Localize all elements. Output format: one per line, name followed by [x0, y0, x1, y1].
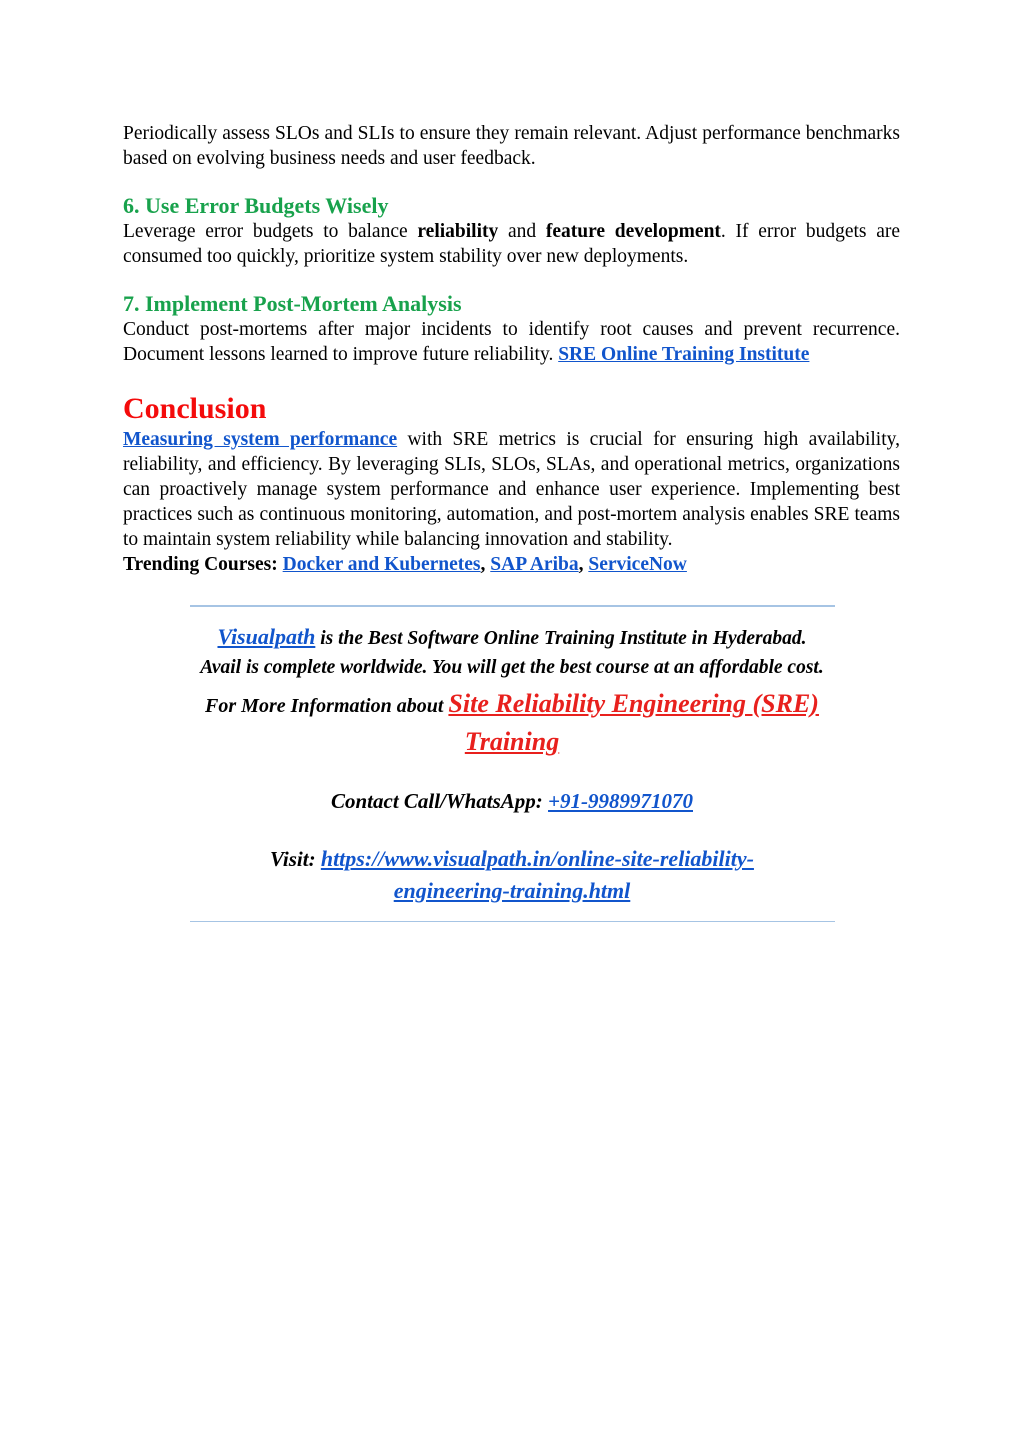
heading-use-error-budgets: 6. Use Error Budgets Wisely [123, 193, 389, 218]
footer-contact-line [167, 788, 857, 814]
heading-post-mortem-analysis: 7. Implement Post-Mortem Analysis [123, 291, 462, 316]
url-line1: https://www.visualpath.in/online-site-reliability- [320, 846, 754, 871]
link-docker-and-kubernetes[interactable]: Docker and Kubernetes [282, 554, 481, 575]
paragraph-post-mortems [123, 317, 900, 367]
footer-text: is the Best Software Online Training Institute in Hyderabad. [315, 628, 807, 649]
trending-courses-line [123, 552, 900, 577]
footer-line-worldwide: Avail is complete worldwide. You will get the best course at an affordable cost. [200, 657, 824, 678]
divider-top [190, 605, 835, 607]
footer-block [167, 624, 857, 907]
paragraph-error-budgets [123, 219, 900, 269]
link-visualpath[interactable]: Visualpath [217, 624, 316, 649]
visit-label: Visit: [270, 847, 321, 871]
paragraph-text: Conduct post-mortems after major incidents to identify root causes and prevent recurrence. Document lessons learned to improve future reliability. [123, 319, 900, 365]
footer-line-more-info [167, 686, 857, 762]
document-content [0, 0, 1024, 577]
link-whatsapp-number[interactable]: +91-9989971070 [548, 789, 693, 813]
paragraph-text: . If error budgets are consumed too quickly, prioritize system stability over new deployments. [123, 221, 900, 267]
paragraph-conclusion [123, 427, 900, 552]
paragraph-text: Leverage error budgets to balance [123, 221, 418, 242]
link-sre-training[interactable] [448, 689, 819, 756]
footer-highlight-line2: Training [464, 727, 560, 756]
link-sre-online-training-institute[interactable]: SRE Online Training Institute [558, 344, 810, 365]
link-visualpath-course-url[interactable] [321, 846, 754, 903]
paragraph-text: with SRE metrics is crucial for ensuring high availability, reliability, and efficiency. By leveraging SLIs, SLOs, SLAs, and operational metrics, organizations can proactively manage system performance and enhance user experience. Implementing best practices such as continuous monitoring, automation, and post-mortem analysis enables SRE teams to maintain system reliability while balancing innovation and stability. [123, 429, 900, 550]
footer-text: For More Information about [205, 695, 449, 717]
link-servicenow[interactable]: ServiceNow [588, 554, 687, 575]
footer-highlight-line1: Site Reliability Engineering (SRE) [448, 689, 819, 718]
url-line2: engineering-training.html [393, 878, 631, 903]
separator-text: , [480, 554, 491, 575]
bold-feature-development: feature development [545, 221, 721, 242]
footer-visit-line [167, 843, 857, 907]
heading-conclusion: Conclusion [123, 392, 267, 425]
bold-reliability: reliability [417, 221, 499, 242]
trending-courses-label: Trending Courses: [123, 554, 283, 575]
contact-label: Contact Call/WhatsApp: [330, 789, 549, 813]
link-measuring-system-performance[interactable]: Measuring system performance [123, 429, 398, 450]
paragraph-slo-review: Periodically assess SLOs and SLIs to ensure they remain relevant. Adjust performance benchmarks based on evolving business needs and user feedback. [123, 123, 900, 169]
divider-bottom [190, 921, 835, 922]
separator-text: , [578, 554, 589, 575]
paragraph-text: and [498, 221, 546, 242]
footer-line-institute [167, 624, 857, 652]
link-sap-ariba[interactable]: SAP Ariba [490, 554, 579, 575]
